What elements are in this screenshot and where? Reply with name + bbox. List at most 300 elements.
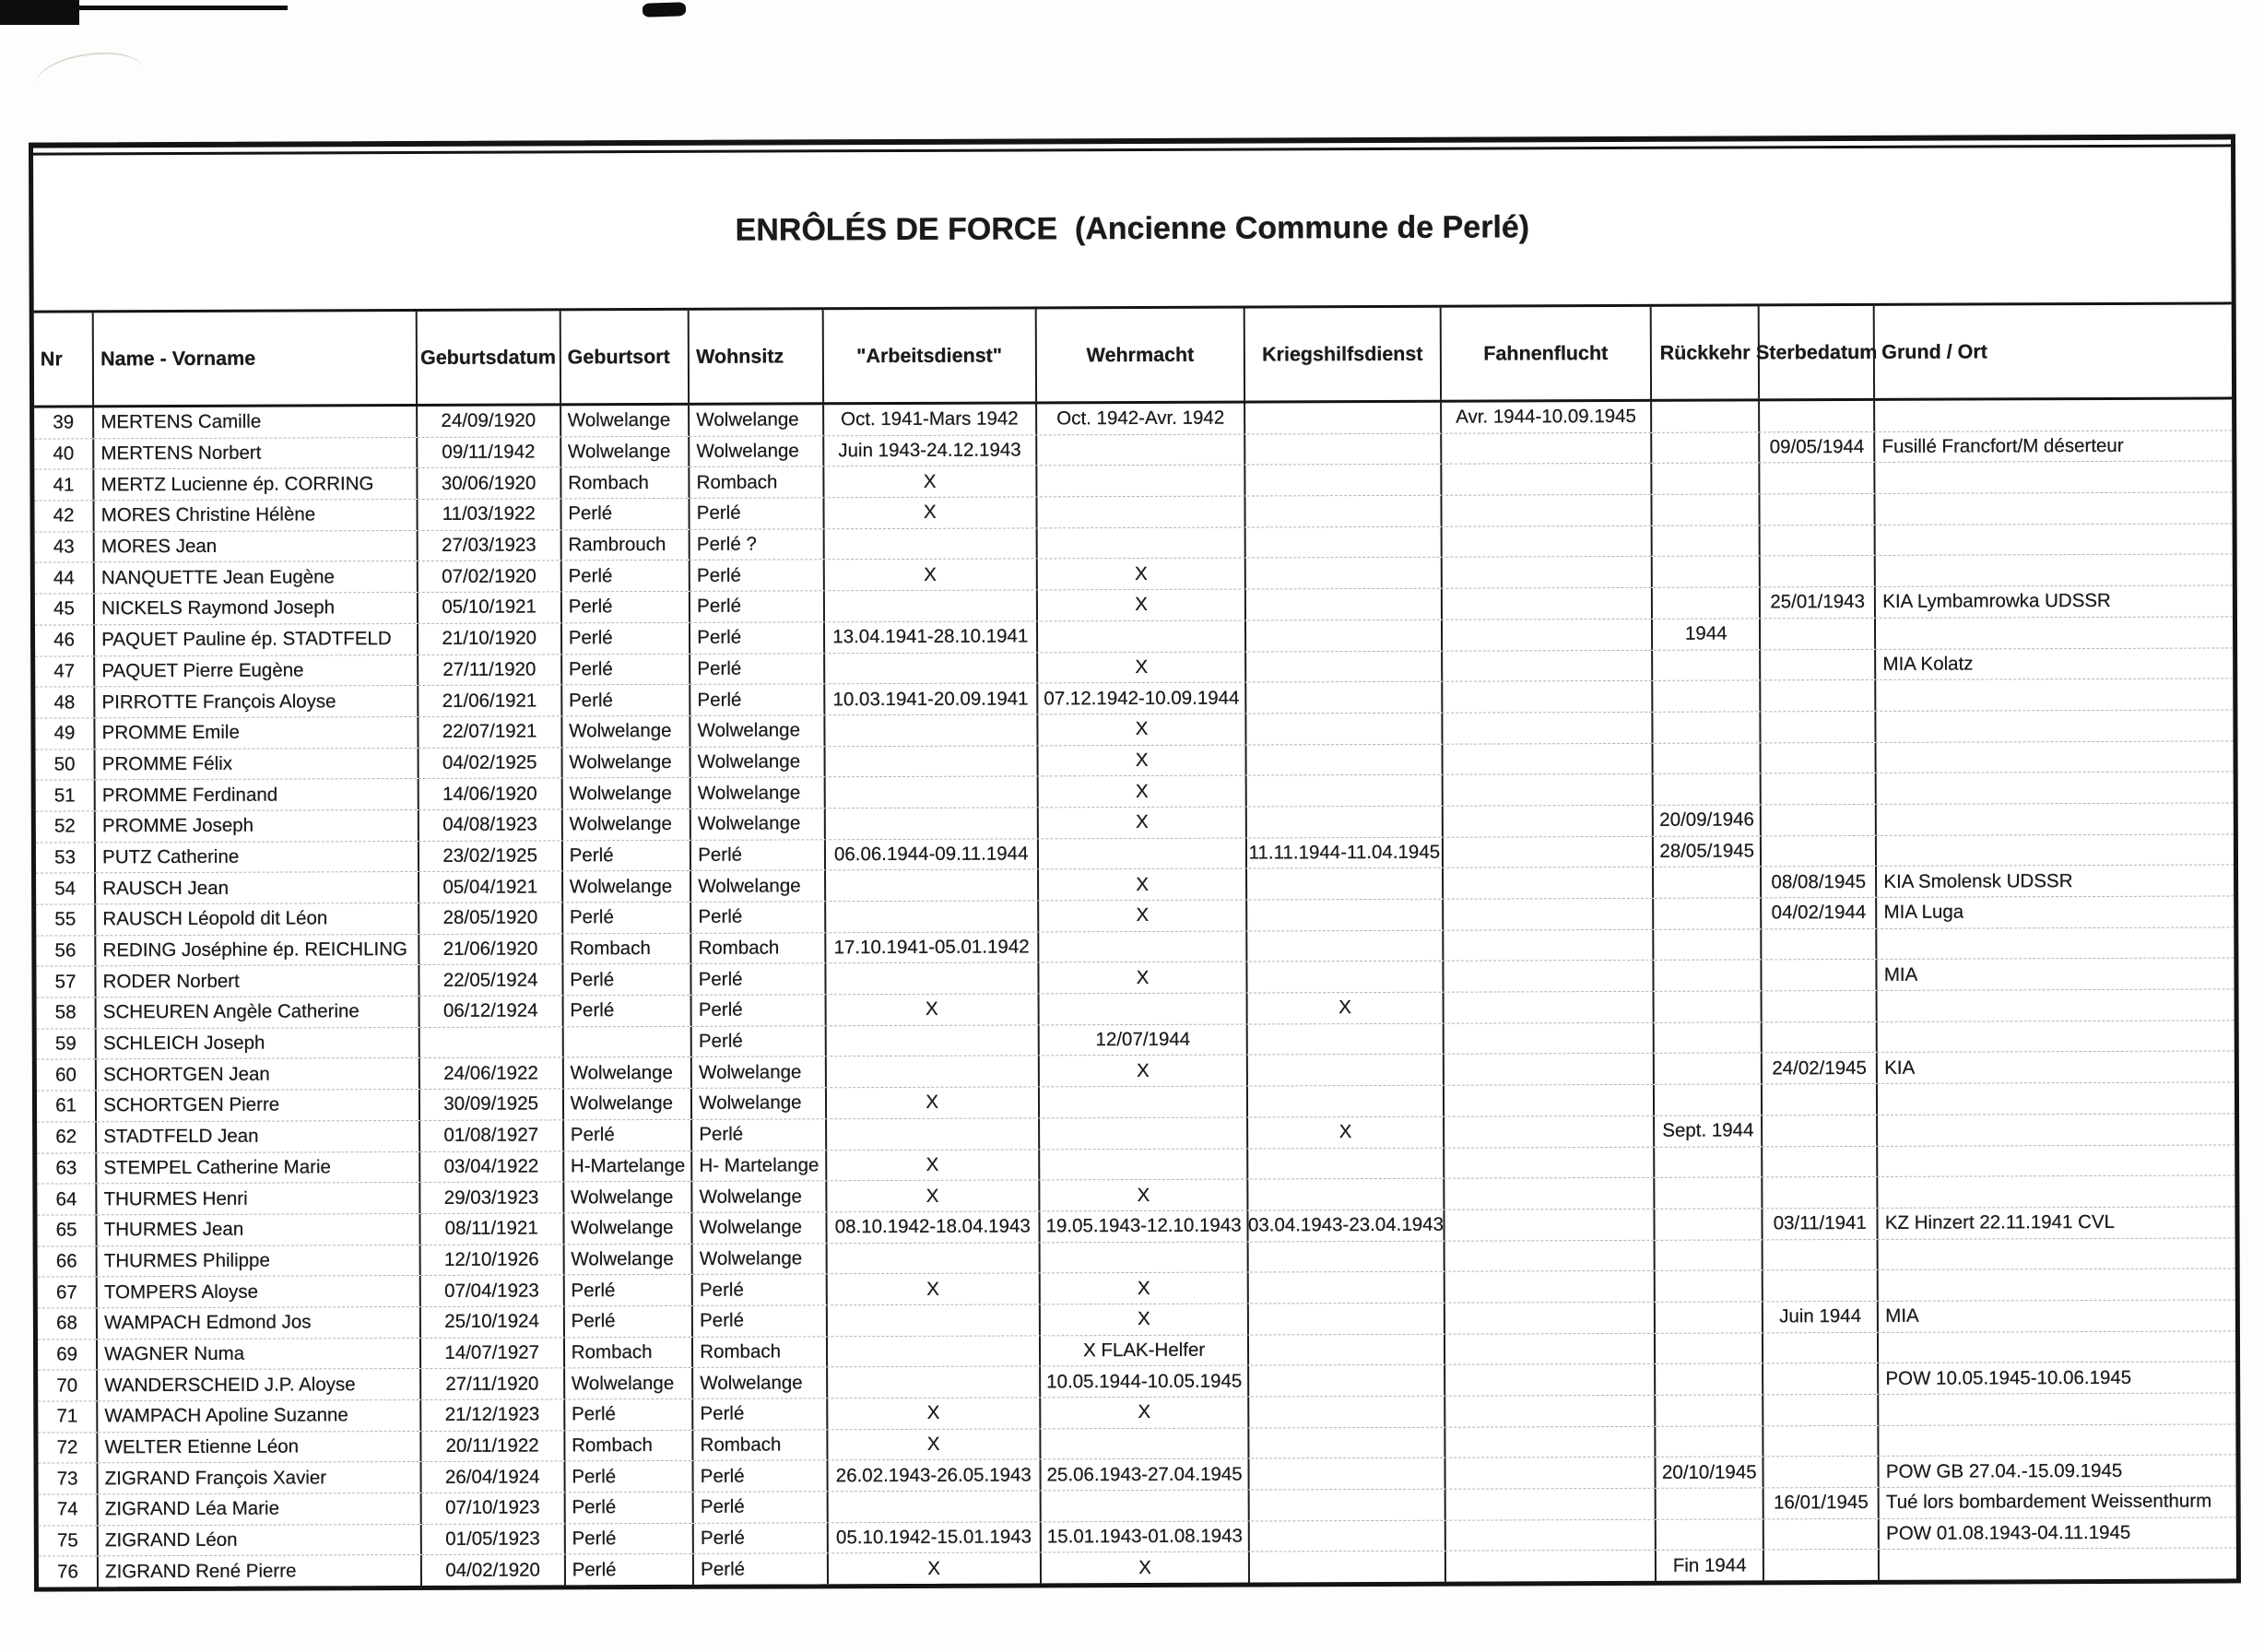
table-cell: Perlé (689, 560, 823, 591)
scan-artifact-line (77, 6, 288, 10)
table-cell: Wolwelange (562, 1057, 691, 1088)
table-cell (1759, 619, 1874, 649)
table-cell: Perlé ? (689, 529, 823, 560)
column-header-wohnsitz: Wohnsitz (688, 310, 822, 403)
table-cell: Wolwelange (691, 1368, 826, 1398)
table-cell (1654, 1178, 1762, 1209)
table-cell (1653, 1022, 1761, 1053)
table-cell: 75 (56, 1529, 78, 1552)
table-cell: X (1036, 714, 1245, 745)
table-cell (1875, 803, 2234, 834)
table-cell: 04/02/1944 (1760, 898, 1875, 928)
table-cell: X (1037, 807, 1246, 838)
table-cell (824, 870, 1037, 902)
column-header-rueckkehr: Rückkehr (1650, 306, 1758, 398)
table-cell (1877, 1176, 2235, 1208)
table-cell: 71 (56, 1405, 78, 1427)
table-cell: ZIGRAND Léon (97, 1525, 420, 1556)
table-cell (822, 528, 1035, 560)
table-cell: X (1038, 1056, 1247, 1087)
table-cell (1247, 1272, 1443, 1304)
table-cell (824, 901, 1037, 932)
table-cell: Perlé (690, 1119, 825, 1150)
table-cell: 05/10/1921 (416, 593, 560, 623)
table-cell (1761, 1084, 1876, 1115)
scan-artifact-black-bar (0, 0, 79, 25)
table-cell (1653, 991, 1761, 1021)
table-cell: TOMPERS Aloyse (96, 1276, 419, 1307)
table-cell: 40 (53, 442, 75, 465)
table-cell: X (1040, 1552, 1249, 1584)
table-cell (1874, 462, 2233, 493)
table-cell (1654, 1240, 1762, 1270)
table-cell: KIA Lymbamrowka UDSSR (1874, 586, 2233, 618)
table-cell: SCHORTGEN Pierre (95, 1090, 419, 1121)
table-cell: MIA (1876, 959, 2235, 990)
table-cell: 1944 (1651, 619, 1759, 649)
table-cell (1878, 1424, 2236, 1456)
table-cell (1877, 1145, 2235, 1176)
table-cell: 20/09/1946 (1652, 805, 1760, 835)
table-cell: MERTENS Camille (92, 407, 416, 438)
table-cell: Wolwelange (560, 747, 690, 777)
table-cell: Perlé (692, 1523, 827, 1553)
table-cell (1652, 681, 1760, 712)
table-cell: 66 (55, 1250, 77, 1272)
table-cell: Perlé (563, 1461, 692, 1492)
table-cell: POW GB 27.04.-15.09.1945 (1878, 1456, 2236, 1487)
table-cell: 65 (55, 1219, 77, 1241)
table-cell: Rombach (690, 933, 824, 963)
table-cell: WANDERSCHEID J.P. Aloyse (96, 1369, 419, 1400)
table-cell: WAMPACH Apoline Suzanne (96, 1400, 419, 1432)
table-cell (1244, 558, 1440, 589)
table-cell: X (1037, 869, 1246, 901)
table-cell (1878, 1549, 2236, 1580)
table-cell (1654, 1271, 1762, 1302)
table-cell (1246, 1055, 1442, 1086)
table-cell: Wolwelange (691, 1244, 826, 1274)
table-cell (1037, 838, 1246, 869)
table-cell: X (825, 1150, 1038, 1181)
table-cell: X (1036, 652, 1245, 683)
table-cell: 21/12/1923 (419, 1399, 563, 1430)
table-cell: Perlé (562, 1275, 691, 1305)
table-cell: 19.05.1943-12.10.1943 (1038, 1210, 1247, 1242)
table-cell: Perlé (689, 622, 823, 653)
table-cell (1759, 649, 1874, 679)
table-cell: Perlé (689, 654, 823, 684)
table-cell: 29/03/1923 (419, 1183, 562, 1213)
table-cell (1443, 1333, 1654, 1364)
table-cell (1442, 899, 1653, 930)
table-cell: Rombach (692, 1430, 827, 1460)
table-cell: 22/07/1921 (417, 716, 560, 747)
table-cell: Perlé (561, 964, 690, 995)
table-cell: X (1039, 1304, 1248, 1335)
table-cell: KIA (1876, 1052, 2235, 1083)
table-cell: ZIGRAND René Pierre (97, 1555, 420, 1587)
table-cell (1655, 1395, 1763, 1425)
table-cell: X (1246, 993, 1442, 1024)
table-cell: Juin 1943-24.12.1943 (822, 435, 1035, 466)
table-cell: 49 (53, 722, 76, 744)
table-cell: Perlé (563, 1493, 692, 1523)
table-cell: X (1246, 1117, 1442, 1149)
table-cell: 05.10.1942-15.01.1943 (826, 1522, 1039, 1553)
table-cell (1444, 1489, 1655, 1520)
table-cell (1441, 836, 1652, 867)
table-cell: H- Martelange (690, 1150, 825, 1181)
table-cell: 04/02/1920 (419, 1555, 563, 1586)
table-cell: 27/11/1920 (417, 655, 560, 685)
table-cell: 27/03/1923 (416, 530, 560, 560)
table-cell (826, 1367, 1039, 1398)
table-cell (1875, 773, 2234, 804)
table-cell (1652, 867, 1760, 898)
table-cell (1875, 710, 2234, 741)
table-cell: Wolwelange (690, 1057, 825, 1088)
table-cell: X (1039, 1273, 1248, 1304)
table-cell: STADTFELD Jean (95, 1121, 419, 1152)
table-cell: MERTZ Lucienne ép. CORRING (93, 468, 417, 500)
table-cell (1245, 775, 1441, 807)
table-cell (1874, 492, 2233, 524)
table-cell: Wolwelange (562, 1089, 691, 1119)
column-header-kriegshilfsdienst: Kriegshilfsdienst (1244, 308, 1440, 401)
table-cell (1441, 681, 1652, 713)
table-cell: 07/02/1920 (416, 561, 560, 592)
table-cell (1244, 620, 1440, 652)
table-cell (823, 714, 1036, 746)
table-cell: 55 (54, 908, 77, 930)
table-cell (1036, 620, 1245, 652)
table-cell (1442, 1023, 1653, 1055)
table-cell (1651, 464, 1759, 494)
table-cell (1651, 557, 1759, 587)
column-header-fahnenflucht: Fahnenflucht (1439, 307, 1650, 400)
table-cell (1247, 1365, 1443, 1397)
table-cell: RODER Norbert (95, 965, 419, 997)
table-cell: H-Martelange (562, 1150, 691, 1181)
table-cell: Perlé (691, 1305, 826, 1336)
table-cell: PAQUET Pauline ép. STADTFELD (93, 624, 417, 655)
table-cell: THURMES Jean (96, 1214, 419, 1245)
table-cell: Perlé (690, 964, 825, 995)
table-cell: 42 (53, 504, 75, 526)
table-cell: 53 (54, 846, 76, 868)
table-cell: PROMME Joseph (94, 810, 418, 842)
table-cell (1038, 1242, 1247, 1273)
table-cell: 09/11/1942 (416, 437, 560, 467)
table-header-row (34, 301, 2232, 407)
table-cell: X (1037, 962, 1246, 994)
table-cell: 46 (53, 629, 76, 651)
table-cell: Perlé (689, 591, 823, 621)
table-cell: SCHLEICH Joseph (95, 1028, 419, 1059)
table-cell: Sept. 1944 (1653, 1115, 1761, 1146)
table-cell (1650, 401, 1758, 431)
table-cell (1245, 868, 1441, 900)
table-cell: 41 (53, 474, 75, 496)
table-cell (1876, 1114, 2235, 1145)
table-cell: 22/05/1924 (418, 965, 561, 996)
table-cell (823, 653, 1036, 684)
table-cell (1763, 1550, 1878, 1580)
table-cell: X (825, 1181, 1038, 1212)
table-cell (1877, 1331, 2235, 1363)
table-cell (1876, 989, 2235, 1021)
table-cell: X (826, 1398, 1039, 1429)
column-header-arbeitsdienst: "Arbeitsdienst" (821, 309, 1035, 402)
column-header-nr: Nr (40, 347, 63, 371)
table-cell: POW 10.05.1945-10.06.1945 (1877, 1363, 2235, 1394)
table-cell: Perlé (560, 499, 689, 529)
table-cell: MORES Jean (93, 531, 417, 562)
table-cell (1037, 994, 1246, 1025)
table-cell (1443, 1240, 1654, 1271)
table-cell: Perlé (563, 1306, 692, 1337)
table-cell (1762, 1333, 1877, 1363)
table-cell (1444, 1457, 1655, 1489)
table-cell: X (826, 1429, 1039, 1460)
table-cell (824, 1056, 1037, 1088)
table-cell (1763, 1519, 1878, 1550)
table-cell: STEMPEL Catherine Marie (95, 1151, 419, 1183)
table-cell: Perlé (690, 1026, 825, 1056)
table-cell (1440, 464, 1651, 495)
table-cell (1654, 1333, 1762, 1363)
table-cell (1653, 929, 1761, 960)
table-cell: X (1036, 590, 1245, 621)
table-cell: THURMES Henri (96, 1183, 419, 1214)
table-cell: 04/08/1923 (417, 809, 560, 840)
table-cell: 16/01/1945 (1763, 1488, 1878, 1518)
table-cell: 51 (53, 785, 76, 807)
table-cell: NANQUETTE Jean Eugène (93, 561, 417, 593)
table-cell: 48 (53, 690, 76, 714)
table-cell: PUTZ Catherine (94, 842, 418, 873)
table-cell (1442, 992, 1653, 1023)
table-cell (824, 963, 1037, 995)
table-cell: SCHORTGEN Jean (95, 1058, 419, 1090)
table-cell (1874, 617, 2233, 648)
table-cell: Rombach (689, 467, 823, 498)
table-cell (1440, 433, 1651, 465)
table-cell: X (1038, 1180, 1247, 1211)
table-cell (1875, 741, 2234, 773)
table-cell: 25/10/1924 (419, 1306, 562, 1337)
table-cell: 15.01.1943-01.08.1943 (1040, 1521, 1249, 1552)
table-cell: Wolwelange (690, 871, 824, 902)
table-cell: WAGNER Numa (96, 1339, 419, 1370)
table-cell: 61 (55, 1094, 77, 1116)
table-cell: 43 (53, 536, 75, 558)
table-cell: PAQUET Pierre Eugène (93, 655, 417, 686)
table-cell: 64 (55, 1187, 77, 1210)
scan-artifact-pencil-mark (32, 46, 148, 111)
table-cell (1761, 991, 1876, 1021)
table-cell: Tué lors bombardement Weissenthurm (1878, 1486, 2236, 1517)
table-cell (1038, 1087, 1247, 1118)
table-cell: MORES Christine Hélène (93, 500, 417, 531)
table-cell: 24/06/1922 (418, 1058, 561, 1089)
table-cell (1651, 494, 1759, 525)
table-cell (1443, 1210, 1654, 1241)
table-cell: KIA Smolensk UDSSR (1875, 866, 2234, 897)
table-cell (1443, 1303, 1654, 1334)
table-cell: 08/11/1921 (419, 1213, 562, 1244)
table-cell (1039, 1428, 1248, 1459)
table-cell: 11/03/1922 (416, 499, 560, 529)
table-cell: 21/06/1920 (418, 934, 561, 964)
table-cell: Fusillé Francfort/M déserteur (1874, 431, 2233, 462)
table-cell (1440, 526, 1651, 558)
table-cell: Rombach (563, 1431, 692, 1461)
table-cell (1444, 1427, 1655, 1458)
table-cell: 69 (56, 1343, 78, 1365)
table-cell: 63 (55, 1157, 77, 1179)
table-cell: Wolwelange (690, 747, 824, 777)
table-cell: PIRROTTE François Aloyse (93, 686, 417, 717)
table-cell (1441, 743, 1652, 774)
table-cell: 04/02/1925 (417, 748, 560, 778)
table-cell: Wolwelange (560, 778, 690, 808)
table-cell (1653, 898, 1761, 928)
table-cell: Wolwelange (562, 1244, 691, 1274)
table-cell: X (822, 497, 1035, 528)
table-cell (1654, 1364, 1762, 1395)
table-cell: Wolwelange (691, 1181, 826, 1211)
table-cell: 06/12/1924 (418, 996, 561, 1026)
table-cell: 01/05/1923 (419, 1524, 563, 1554)
table-cell: 13.04.1941-28.10.1941 (823, 621, 1036, 653)
table-cell: 21/06/1921 (417, 686, 560, 716)
table-cell (1440, 588, 1651, 620)
table-cell (1761, 1115, 1876, 1146)
table-cell (1759, 556, 1874, 586)
table-cell (1248, 1427, 1444, 1458)
table-cell: Rombach (561, 934, 690, 964)
table-cell: 28/05/1945 (1652, 836, 1760, 867)
table-cell (1248, 1490, 1444, 1521)
column-header-name-vorname: Name - Vorname (92, 312, 416, 405)
table-cell: X (1037, 776, 1246, 808)
table-cell: Rambrouch (560, 530, 689, 560)
table-cell: 74 (56, 1498, 78, 1520)
table-cell: Perlé (561, 903, 690, 933)
table-cell (1444, 1551, 1655, 1582)
table-cell: Wolwelange (560, 437, 689, 467)
table-cell: RAUSCH Jean (94, 872, 418, 903)
table-cell (1762, 1395, 1877, 1425)
table-cell: Wolwelange (560, 716, 690, 747)
table-cell (1440, 557, 1651, 588)
table-cell: Perlé (689, 498, 823, 528)
table-cell: Wolwelange (560, 406, 689, 436)
table-cell (826, 1491, 1039, 1522)
table-cell (823, 746, 1036, 777)
table-cell: WELTER Etienne Léon (97, 1432, 420, 1463)
table-cell (1247, 1179, 1443, 1210)
table-cell (1759, 463, 1874, 493)
table-cell: 72 (56, 1436, 78, 1458)
table-cell (1878, 1393, 2236, 1424)
table-cell (1761, 1022, 1876, 1053)
table-cell (1441, 774, 1652, 806)
table-cell: 08/08/1945 (1760, 867, 1875, 897)
table-cell: RAUSCH Léopold dit Léon (94, 903, 418, 935)
table-cell (1442, 1085, 1653, 1116)
table-cell (825, 1118, 1038, 1150)
table-cell: Perlé (690, 840, 824, 870)
table-cell: SCHEUREN Angèle Catherine (95, 997, 419, 1028)
table-cell (1248, 1552, 1444, 1583)
table-cell: 20/11/1922 (419, 1431, 563, 1461)
table-cell: WAMPACH Edmond Jos (96, 1307, 419, 1339)
table-cell (1443, 1271, 1654, 1303)
table-cell (823, 777, 1036, 808)
table-cell (561, 1027, 690, 1057)
table-cell: Perlé (690, 902, 824, 932)
page-title: ENRÔLÉS DE FORCE (Ancienne Commune de Perlé) (735, 208, 1530, 248)
table-cell (1874, 555, 2233, 586)
table-cell: 03/04/1922 (419, 1151, 562, 1182)
table-cell: 68 (56, 1312, 77, 1334)
table-cell: 50 (53, 753, 76, 775)
table-cell (1246, 930, 1442, 962)
table-cell: 11.11.1944-11.04.1945 (1245, 837, 1441, 868)
table-cell: 73 (56, 1468, 78, 1490)
table-cell (1760, 712, 1875, 742)
table-cell: PROMME Félix (94, 749, 418, 780)
table-cell (1037, 931, 1246, 962)
table-cell (1876, 1083, 2235, 1115)
table-cell (1444, 1520, 1655, 1552)
table-cell (1245, 807, 1441, 838)
table-cell (1874, 524, 2233, 555)
scan-artifact-blob (643, 2, 686, 18)
table-cell: 54 (54, 878, 77, 900)
table-cell: 08.10.1942-18.04.1943 (825, 1211, 1038, 1243)
table-cell: X (822, 466, 1035, 498)
table-cell (1443, 1116, 1654, 1148)
table-cell (1875, 679, 2234, 711)
table-cell: 09/05/1944 (1758, 432, 1873, 463)
table-cell: Perlé (561, 840, 690, 870)
table-cell: Perlé (691, 1398, 826, 1429)
table-cell (1038, 1149, 1247, 1180)
table-cell: Perlé (692, 1492, 827, 1522)
table-cell: 67 (55, 1281, 77, 1304)
table-cell (1759, 525, 1874, 556)
table-cell: 10.05.1944-10.05.1945 (1039, 1366, 1248, 1398)
column-header-wehrmacht: Wehrmacht (1035, 309, 1244, 402)
table-cell: X (825, 1088, 1038, 1119)
table-cell: Perlé (560, 623, 690, 654)
table-cell (822, 591, 1035, 622)
table-cell (1247, 1241, 1443, 1272)
table-cell (1035, 497, 1244, 528)
table-cell (1245, 900, 1441, 931)
table-cell (1039, 1491, 1248, 1522)
table-cell: Perlé (560, 560, 689, 591)
table-cell (1035, 527, 1244, 559)
table-cell: ZIGRAND François Xavier (97, 1462, 420, 1493)
table-cell: Perlé (563, 1524, 692, 1554)
table-cell (1440, 495, 1651, 526)
table-cell: Perlé (562, 1120, 691, 1150)
